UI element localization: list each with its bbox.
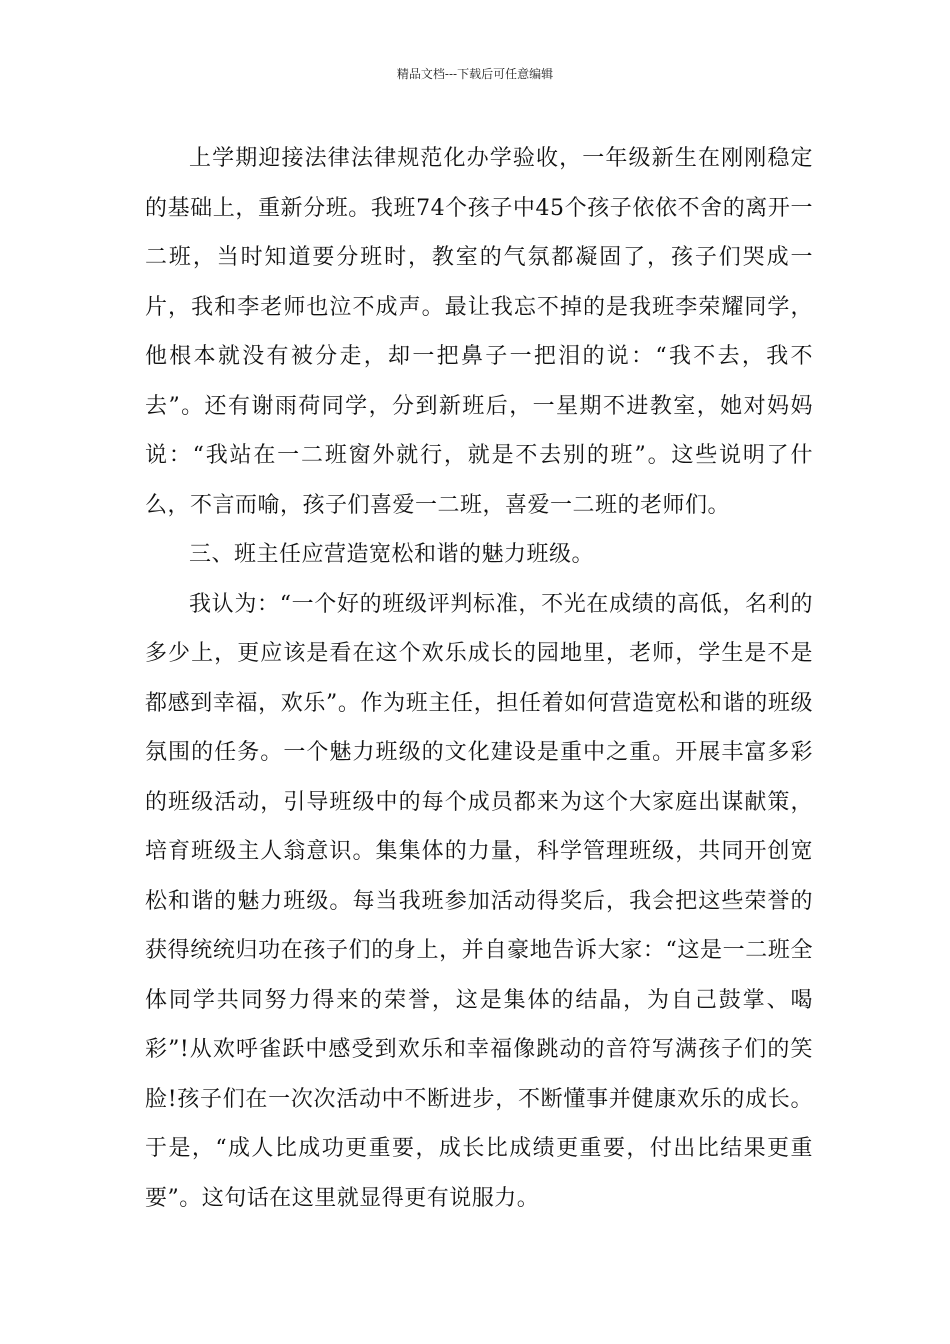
document-body: [145, 134, 813, 1223]
paragraph-class-split: 上学期迎接法律法律规范化办学验收，一年级新生在刚刚稳定的基础上，重新分班。我班74个孩子中45个孩子依依不舍的离开一二班，当时知道要分班时，教室的气氛都凝固了，孩子们哭成一片，我和李老师也泣不成声。最让我忘不掉的是我班李荣耀同学，他根本就没有被分走，却一把鼻子一把泪的说：“我不去，我不去”。还有谢雨荷同学，分到新班后，一星期不进教室，她对妈妈说：“我站在一二班窗外就行，就是不去别的班”。这些说明了什么，不言而喻，孩子们喜爱一二班，喜爱一二班的老师们。: [145, 146, 813, 518]
page-header: 精品文档---下载后可任意编辑: [396, 67, 554, 81]
section-heading: 三、班主任应营造宽松和谐的魅力班级。: [189, 542, 595, 567]
paragraph-harmonious-class: 我认为：“一个好的班级评判标准，不光在成绩的高低，名利的多少上，更应该是看在这个欢乐成长的园地里，老师，学生是不是都感到幸福，欢乐”。作为班主任，担任着如何营造宽松和谐的班级氛围的任务。一个魅力班级的文化建设是重中之重。开展丰富多彩的班级活动，引导班级中的每个成员都来为这个大家庭出谋献策，培育班级主人翁意识。集集体的力量，科学管理班级，共同开创宽松和谐的魅力班级。每当我班参加活动得奖后，我会把这些荣誉的获得统统归功在孩子们的身上，并自豪地告诉大家：“这是一二班全体同学共同努力得来的荣誉，这是集体的结晶，为自己鼓掌、喝彩”!从欢呼雀跃中感受到欢乐和幸福像跳动的音符写满孩子们的笑脸!孩子们在一次次活动中不断进步，不断懂事并健康欢乐的成长。于是，“成人比成功更重要，成长比成绩更重要，付出比结果更重要”。这句话在这里就显得更有说服力。: [145, 591, 813, 1211]
